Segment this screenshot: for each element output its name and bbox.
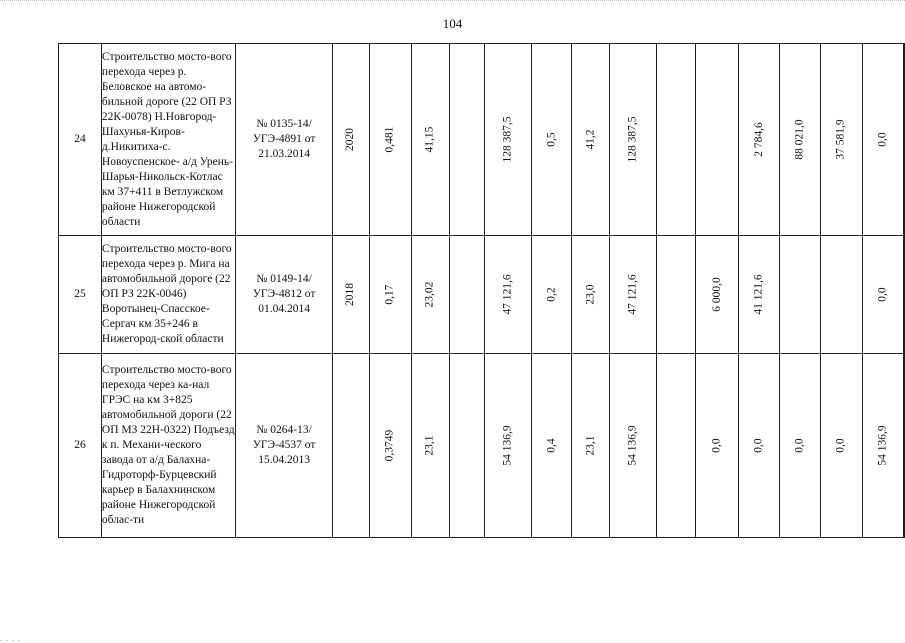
value-cell — [572, 354, 610, 538]
value-cell — [656, 44, 695, 236]
value-cell — [485, 354, 532, 538]
works-table — [58, 43, 905, 538]
cell-value: 0,481 — [383, 126, 396, 153]
row-index: 24 — [59, 44, 102, 236]
value-cell — [656, 236, 695, 354]
value-cell — [532, 44, 572, 236]
cell-value: 47 121,6 — [501, 274, 514, 315]
value-cell — [862, 354, 903, 538]
value-cell — [821, 354, 862, 538]
value-cell — [904, 354, 905, 538]
value-cell — [485, 236, 532, 354]
value-cell — [609, 236, 656, 354]
cell-value: 37 581,9 — [835, 119, 848, 160]
value-cell — [369, 44, 411, 236]
cell-value: 0,0 — [835, 438, 848, 453]
value-cell — [821, 236, 862, 354]
cell-value: 47 121,6 — [626, 274, 639, 315]
value-cell — [656, 354, 695, 538]
value-cell — [862, 236, 903, 354]
cell-value: 0,4 — [545, 438, 558, 453]
expertise-document: № 0135-14/УГЭ-4891 от 21.03.2014 — [236, 44, 332, 236]
scan-edge-mark: . . . . — [0, 634, 21, 643]
cell-value: 0,0 — [876, 132, 889, 147]
cell-value: 23,1 — [423, 435, 436, 456]
table-row — [59, 354, 905, 538]
value-cell — [332, 44, 369, 236]
cell-value: 54 136,9 — [626, 425, 639, 466]
value-cell — [738, 354, 779, 538]
cell-value: 128 387,5 — [626, 116, 639, 163]
expertise-document: № 0264-13/УГЭ-4537 от 15.04.2013 — [236, 354, 332, 538]
cell-value: 88 021,0 — [793, 119, 806, 160]
cell-value: 0,17 — [383, 284, 396, 305]
cell-value: 2 784,6 — [752, 122, 765, 157]
value-cell — [904, 44, 905, 236]
expertise-document: № 0149-14/УГЭ-4812 от 01.04.2014 — [236, 236, 332, 354]
cell-value: 0,0 — [752, 438, 765, 453]
object-name: Строительство мосто-вого перехода через ка-нал ГРЭС на км 3+825 автомобильной дороги (22 ОП МЗ 22Н-0322) Подъезд к п. Механи-ческого завода от а/д Балахна-Гидроторф-Бурцевский карьер в Балахнинском районе Нижегородской облас-ти — [101, 354, 236, 538]
cell-value: 2020 — [344, 128, 357, 151]
value-cell — [738, 236, 779, 354]
value-cell — [821, 44, 862, 236]
cell-value: 0,0 — [710, 438, 723, 453]
value-cell — [411, 354, 449, 538]
cell-value: 6 000,0 — [710, 277, 723, 312]
value-cell — [332, 236, 369, 354]
cell-value: 41,2 — [584, 129, 597, 150]
cell-value: 23,1 — [584, 435, 597, 456]
table-row — [59, 236, 905, 354]
page-number: 104 — [442, 16, 463, 31]
value-cell — [695, 236, 738, 354]
value-cell — [609, 44, 656, 236]
row-index: 26 — [59, 354, 102, 538]
cell-value: 23,0 — [584, 284, 597, 305]
cell-value: 41 121,6 — [752, 274, 765, 315]
value-cell — [572, 236, 610, 354]
value-cell — [369, 236, 411, 354]
row-index: 25 — [59, 236, 102, 354]
cell-value: 0,3749 — [383, 429, 396, 462]
cell-value: 128 387,5 — [501, 116, 514, 163]
value-cell — [572, 44, 610, 236]
cell-value: 0,5 — [545, 132, 558, 147]
cell-value: 54 136,9 — [876, 425, 889, 466]
value-cell — [369, 354, 411, 538]
cell-value: 0,2 — [545, 287, 558, 302]
value-cell — [609, 354, 656, 538]
value-cell — [695, 44, 738, 236]
page-top-edge — [0, 0, 905, 1]
value-cell — [411, 44, 449, 236]
cell-value: 0,0 — [876, 287, 889, 302]
object-name: Строительство мосто-вого перехода через р. Мига на автомобильной дороге (22 ОП РЗ 22К-0046) Воротынец-Спасское-Сергач км 35+246 в Нижегород-ской области — [101, 236, 236, 354]
value-cell — [780, 44, 821, 236]
value-cell — [904, 236, 905, 354]
cell-value: 41,15 — [423, 126, 436, 153]
value-cell — [532, 236, 572, 354]
cell-value: 0,0 — [793, 438, 806, 453]
value-cell — [738, 44, 779, 236]
value-cell — [450, 354, 485, 538]
value-cell — [450, 44, 485, 236]
object-name: Строительство мосто-вого перехода через р. Беловское на автомо-бильной дороге (22 ОП РЗ 22К-0078) Н.Новгород-Шахунья-Киров-д.Никитиха-с. Новоуспенское- а/д Урень-Шарья-Никольск-Котлас км 37+411 в Ветлужском районе Нижегородской области — [101, 44, 236, 236]
value-cell — [780, 354, 821, 538]
cell-value: 2018 — [344, 283, 357, 306]
value-cell — [411, 236, 449, 354]
value-cell — [862, 44, 903, 236]
table-row — [59, 44, 905, 236]
cell-value: 54 136,9 — [501, 425, 514, 466]
value-cell — [695, 354, 738, 538]
value-cell — [332, 354, 369, 538]
value-cell — [780, 236, 821, 354]
value-cell — [485, 44, 532, 236]
value-cell — [532, 354, 572, 538]
cell-value: 23,02 — [423, 281, 436, 308]
value-cell — [450, 236, 485, 354]
